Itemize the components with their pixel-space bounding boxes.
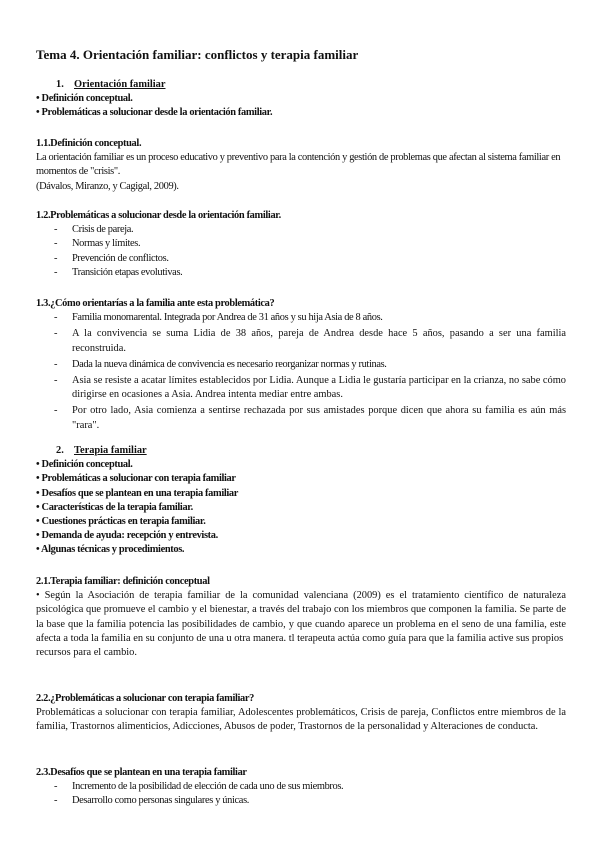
section-2-bullet: • Características de la terapia familiar. [36, 501, 193, 513]
paragraph: Problemáticas a solucionar con terapia familiar, Adolescentes problemáticos, Crisis de pareja, Conflictos entre miembros de la familia, Trastornos alimenticios, Adicciones, Abusos de poder, Trastornos de la personalidad y Alteraciones de conducta. [36, 707, 566, 733]
paragraph-tail: recursos para el cambio. [36, 647, 137, 659]
list-item: - Incremento de la posibilidad de elección de cada uno de sus miembros. [54, 781, 344, 793]
section-2-heading [36, 444, 566, 458]
section-1-outline [36, 78, 566, 121]
citation: (Dávalos, Miranzo, y Cagigal, 2009). [36, 180, 179, 192]
paragraph: La orientación familiar es un proceso educativo y preventivo para la contención y gestión de problemas que afectan al sistema familiar en momentos de "crisis". [36, 152, 561, 178]
list-item: - Prevención de conflictos. [54, 252, 169, 264]
subsection-heading: 2.3.Desafíos que se plantean en una terapia familiar [36, 767, 247, 778]
list-item: - Desarrollo como personas singulares y únicas. [54, 795, 250, 807]
subsection-2-2 [36, 692, 566, 735]
section-1-number: 1. [56, 79, 64, 90]
subsection-2-1 [36, 575, 566, 660]
subsection-1-1 [36, 137, 566, 194]
subsection-heading: 2.1.Terapia familiar: definición conceptual [36, 576, 210, 587]
section-2-bullet: • Definición conceptual. [36, 459, 133, 471]
section-1-title: Orientación familiar [74, 79, 166, 90]
list-item: - Crisis de pareja. [54, 224, 134, 236]
subsection-1-2 [36, 209, 566, 280]
section-1-bullet: • Definición conceptual. [36, 93, 133, 105]
subsection-2-3 [36, 766, 566, 809]
list-item: - A la convivencia se suma Lidia de 38 años, pareja de Andrea desde hace 5 años, pasando a ser una familia reconstruida. [54, 328, 566, 354]
section-2-title: Terapia familiar [74, 445, 147, 456]
section-2-bullet: • Problemáticas a solucionar con terapia familiar [36, 473, 236, 485]
section-2-number: 2. [56, 445, 64, 456]
section-2-bullet: • Cuestiones prácticas en terapia familiar. [36, 516, 206, 528]
section-2-bullet: • Demanda de ayuda: recepción y entrevista. [36, 530, 218, 542]
list-item: - Familia monomarental. Integrada por Andrea de 31 años y su hija Asia de 8 años. [54, 312, 383, 324]
paragraph: • Según la Asociación de terapia familiar de la comunidad valenciana (2009) es el tratamiento científico de naturaleza psicológica que promueve el cambio y el bienestar, a través del trabajo con los miembros que componen la familia. Se parte de la base que la familia potencia las posibilidades de cambio, y que cuando aparece un problema en el seno de una familia, este afecta a toda la familia en su conjunto de una u otra manera. tl terapeuta actúa como guía para que la familia active sus propios [36, 590, 566, 644]
list-item: - Por otro lado, Asia comienza a sentirse rechazada por sus amistades porque dicen que ahora su familia es aún más "rara". [54, 405, 566, 431]
subsection-1-3 [36, 297, 566, 433]
subsection-heading: 2.2.¿Problemáticas a solucionar con terapia familiar? [36, 693, 255, 704]
list-item: - Asia se resiste a acatar límites establecidos por Lidia. Aunque a Lidia le gustaría participar en la crianza, no sabe cómo dirigirse en ocasiones a Asia. Andrea intenta mediar entre ambas. [54, 375, 566, 401]
section-2-bullet: • Algunas técnicas y procedimientos. [36, 544, 185, 556]
document-title: Tema 4. Orientación familiar: conflictos y terapia familiar [36, 47, 359, 62]
section-2-outline [36, 444, 566, 558]
subsection-heading: 1.3.¿Cómo orientarías a la familia ante esta problemática? [36, 298, 275, 309]
list-item: - Dada la nueva dinámica de convivencia es necesario reorganizar normas y rutinas. [54, 358, 387, 370]
list-item: - Transición etapas evolutivas. [54, 266, 183, 278]
section-1-heading [36, 78, 566, 92]
subsection-heading: 1.2.Problemáticas a solucionar desde la orientación familiar. [36, 210, 281, 221]
list-item: - Normas y límites. [54, 238, 141, 250]
subsection-heading: 1.1.Definición conceptual. [36, 138, 142, 149]
section-1-bullet: • Problemáticas a solucionar desde la orientación familiar. [36, 107, 273, 119]
section-2-bullet: • Desafíos que se plantean en una terapia familiar [36, 487, 239, 499]
